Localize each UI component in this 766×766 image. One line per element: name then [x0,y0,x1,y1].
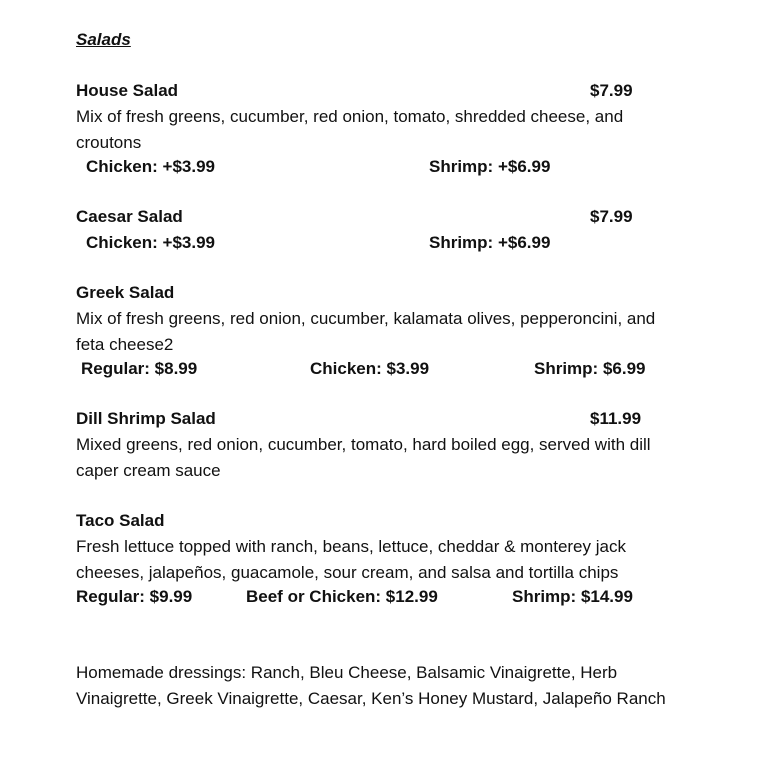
item-price-house-salad: $7.99 [590,81,633,100]
item-option-house-shrimp: Shrimp: +$6.99 [429,157,551,176]
item-name-greek-salad: Greek Salad [76,283,175,302]
item-description-greek-salad: Mix of fresh greens, red onion, cucumber, kalamata olives, pepperoncini, and feta cheese2 [76,309,656,354]
item-price-caesar-salad: $7.99 [590,207,633,226]
item-name-taco-salad: Taco Salad [76,511,165,530]
item-price-dill-shrimp-salad: $11.99 [590,409,642,428]
item-option-taco-beef-chicken: Beef or Chicken: $12.99 [246,587,438,606]
item-option-greek-shrimp: Shrimp: $6.99 [534,359,646,378]
item-description-dill-shrimp-salad: Mixed greens, red onion, cucumber, tomato, hard boiled egg, served with dill caper cream sauce [76,435,651,480]
item-option-house-chicken: Chicken: +$3.99 [86,157,215,176]
item-name-caesar-salad: Caesar Salad [76,207,183,226]
item-description-house-salad: Mix of fresh greens, cucumber, red onion, tomato, shredded cheese, and croutons [76,107,624,152]
item-option-greek-regular: Regular: $8.99 [81,359,198,378]
item-option-greek-chicken: Chicken: $3.99 [310,359,430,378]
item-name-house-salad: House Salad [76,81,179,100]
item-description-taco-salad: Fresh lettuce topped with ranch, beans, lettuce, cheddar & monterey jack cheeses, jalapeños, guacamole, sour cream, and salsa and tortilla chips [76,537,626,582]
dressings-note: Homemade dressings: Ranch, Bleu Cheese, Balsamic Vinaigrette, Herb Vinaigrette, Greek Vinaigrette, Caesar, Ken’s Honey Mustard, Jalapeño Ranch [76,663,666,708]
item-option-caesar-shrimp: Shrimp: +$6.99 [429,233,551,252]
section-title: Salads [76,30,131,49]
item-option-taco-regular: Regular: $9.99 [76,587,193,606]
item-option-caesar-chicken: Chicken: +$3.99 [86,233,215,252]
item-name-dill-shrimp-salad: Dill Shrimp Salad [76,409,216,428]
item-option-taco-shrimp: Shrimp: $14.99 [512,587,633,606]
